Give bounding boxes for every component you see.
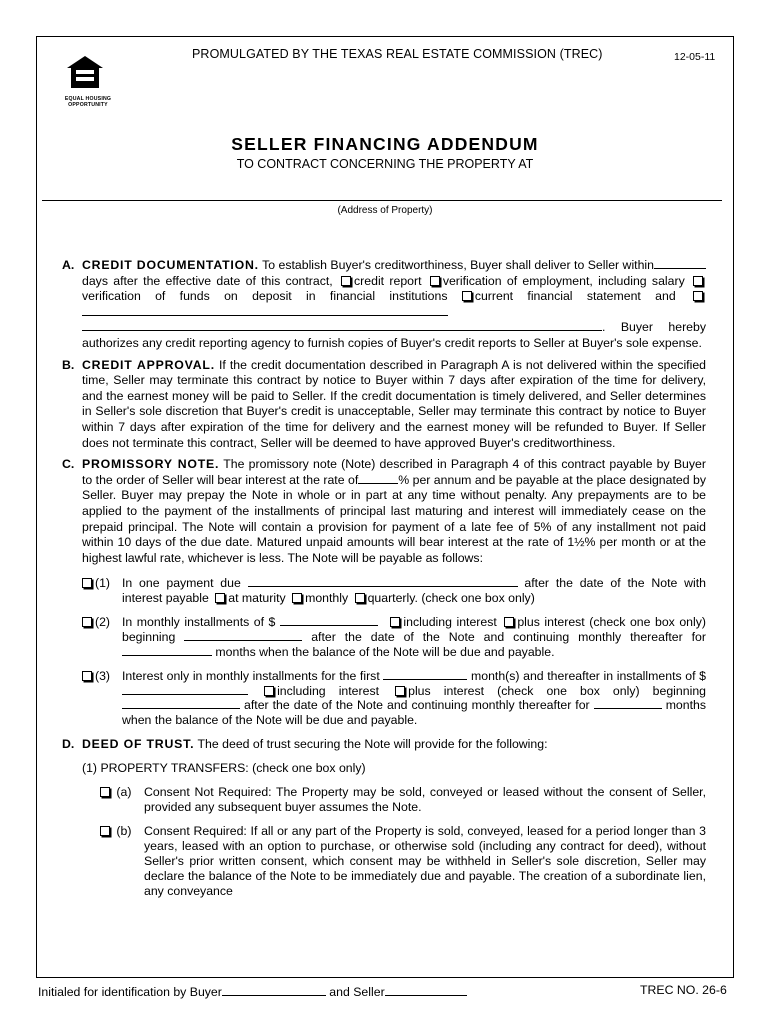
option-3-checkbox[interactable] <box>82 671 92 681</box>
consent-required <box>58 824 706 899</box>
credit-report-checkbox[interactable] <box>341 276 351 286</box>
section-a-text-1: To establish Buyer's creditworthiness, Buyer shall deliver to Seller within <box>262 258 654 272</box>
option-3-text-5: after the date of the Note and continuing monthly thereafter for <box>244 698 590 713</box>
option-1-text-3: at maturity <box>228 590 286 605</box>
option-1-text-2: after the date of the Note with interest payable <box>122 576 706 605</box>
option-1-marker <box>82 576 110 591</box>
funds-checkbox[interactable] <box>693 276 703 286</box>
page-subtitle: TO CONTRACT CONCERNING THE PROPERTY AT <box>236 157 534 171</box>
option-1-checkbox[interactable] <box>82 578 92 588</box>
logo-caption-1: EQUAL HOUSING <box>64 96 112 102</box>
section-a <box>58 258 706 352</box>
buyer-initials-field[interactable] <box>222 985 326 996</box>
consent-not-required <box>58 785 706 815</box>
days-field[interactable] <box>654 258 706 269</box>
consent-required-checkbox[interactable] <box>100 826 110 836</box>
section-a-text-6: current financial statement and <box>474 289 676 304</box>
option-2-checkbox[interactable] <box>82 617 92 627</box>
consent-b-marker <box>100 824 131 839</box>
beginning-field[interactable] <box>184 630 302 641</box>
logo-caption-2: OPPORTUNITY <box>68 102 108 108</box>
payment-due-field[interactable] <box>248 576 518 587</box>
employment-checkbox[interactable] <box>430 276 440 286</box>
section-a-heading: CREDIT DOCUMENTATION. <box>82 258 259 272</box>
option-1-text-1: In one payment due <box>122 576 241 591</box>
section-a-text-7: . Buyer hereby authorizes any credit reporting agency to furnish copies of Buyer's credit reports to Seller at Buyer's sole expense. <box>82 320 706 350</box>
consent-b-text: Consent Required: If all or any part of the Property is sold, conveyed, leased for a period longer than 3 years, leased with an option to purchase, or otherwise sold (including any contract for deed), without Seller's prior written consent, which consent may be withheld in Seller's sole discretion, Seller may declare the balance of the Note to be immediately due and payable. The creation of a subordinate lien, any conveyance <box>144 824 706 899</box>
equal-housing-logo <box>66 55 112 108</box>
section-c-text-1: The promissory note (Note) described in Paragraph 4 of this contract payable by Buyer to the order of Seller will bear interest at the rate of <box>82 457 706 487</box>
option-3-months-field[interactable] <box>594 698 662 709</box>
title-text: SELLER FINANCING ADDENDUM <box>231 134 539 154</box>
initialed-label: Initialed for identification by Buyer <box>38 985 222 999</box>
consent-b-label: (b) <box>116 824 132 839</box>
payment-option-2 <box>58 615 706 659</box>
option-2-text-1: In monthly installments of $ <box>122 615 276 630</box>
trec-number: TREC NO. 26-6 <box>640 983 727 997</box>
section-b <box>58 358 706 452</box>
page-title <box>0 134 770 155</box>
section-a-text-4: verification of employment, including salary <box>442 273 685 288</box>
plus-interest-checkbox[interactable] <box>504 617 514 627</box>
other-doc-field-2[interactable] <box>82 320 602 331</box>
option-3-beginning-field[interactable] <box>122 698 240 709</box>
at-maturity-checkbox[interactable] <box>215 593 225 603</box>
option-3-num: (3) <box>95 669 111 684</box>
option-3-plus-checkbox[interactable] <box>395 686 405 696</box>
section-b-label: B. <box>62 357 75 372</box>
section-a-text-3: credit report <box>354 273 422 288</box>
first-months-field[interactable] <box>383 669 467 680</box>
option-2-marker <box>82 615 110 630</box>
section-a-text-5: verification of funds on deposit in financial institutions <box>82 289 448 304</box>
option-3-text-6: months when the balance of the Note will be due and payable. <box>122 698 707 728</box>
initials-footer <box>38 985 467 999</box>
address-caption: (Address of Property) <box>337 205 433 216</box>
section-c-label: C. <box>62 457 75 472</box>
monthly-checkbox[interactable] <box>292 593 302 603</box>
consent-a-label: (a) <box>116 785 132 800</box>
option-3-marker <box>82 669 110 684</box>
and-seller-label: and Seller <box>329 985 385 999</box>
payment-option-1 <box>58 576 706 605</box>
section-a-label: A. <box>62 258 75 272</box>
quarterly-checkbox[interactable] <box>355 593 365 603</box>
financial-statement-checkbox[interactable] <box>462 291 472 301</box>
consent-a-marker <box>100 785 131 800</box>
option-3-text-1: Interest only in monthly installments for the first <box>122 669 380 684</box>
option-1-text-5: quarterly. (check one box only) <box>367 590 535 605</box>
section-c <box>58 457 706 566</box>
interest-rate-field[interactable] <box>358 473 398 484</box>
section-c-text-2: % per annum and be payable at the place designated by Seller. Buyer may prepay the Note in whole or in part at any time without penalty. Any prepayments are to be applied to the payment of the installments of principal last maturing and interest will immediately cease on the prepaid principal. The Note will contain a provision for payment of a late fee of 5% of any installment not paid within 10 days of the due date. Matured unpaid amounts will bear interest at the rate of 1½% per month or at the highest lawful rate, whichever is less. The Note will be payable as follows: <box>82 472 706 565</box>
option-2-text-3: plus interest (check one box only) beginning <box>122 615 706 645</box>
section-d-text: The deed of trust securing the Note will provide for the following: <box>197 736 548 751</box>
section-d-heading: DEED OF TRUST. <box>82 736 195 751</box>
section-a-text-2: days after the effective date of this contract, <box>82 273 333 288</box>
option-2-text-4: after the date of the Note and continuing monthly thereafter for <box>311 630 706 645</box>
option-2-text-2: including interest <box>403 615 497 630</box>
other-doc-checkbox[interactable] <box>693 291 703 301</box>
promulgated-header: PROMULGATED BY THE TEXAS REAL ESTATE COMMISSION (TREC) <box>192 47 603 61</box>
payment-option-3 <box>58 669 706 727</box>
option-3-text-4: plus interest (check one box only) beginning <box>408 683 707 698</box>
addendum-body <box>58 258 706 899</box>
address-field[interactable] <box>42 200 722 201</box>
other-doc-field[interactable] <box>82 305 448 316</box>
option-3-text-3: including interest <box>277 683 380 698</box>
property-transfers-heading: (1) PROPERTY TRANSFERS: (check one box only) <box>82 761 366 776</box>
option-1-num: (1) <box>95 576 111 591</box>
section-d-label: D. <box>62 736 75 751</box>
option-3-including-checkbox[interactable] <box>264 686 274 696</box>
form-date: 12-05-11 <box>674 51 716 63</box>
option-1-text-4: monthly <box>305 590 349 605</box>
installment-amount-field[interactable] <box>280 615 378 626</box>
section-d <box>58 737 706 753</box>
equal-housing-icon <box>66 55 104 91</box>
consent-not-required-checkbox[interactable] <box>100 787 110 797</box>
seller-initials-field[interactable] <box>385 985 467 996</box>
installments-amount-field[interactable] <box>122 684 248 695</box>
option-2-text-5: months when the balance of the Note will be due and payable. <box>215 644 555 659</box>
section-c-heading: PROMISSORY NOTE. <box>82 457 220 472</box>
section-b-text: If the credit documentation described in Paragraph A is not delivered within the specified time, Seller may terminate this contract by notice to Buyer within 7 days after expiration of the time for delivery, and the earnest money will be paid to Seller. If the credit documentation is timely delivered, and Seller determines in Seller's sole discretion that Buyer's credit is unacceptable, Seller may terminate this contract by notice to Buyer within 7 days after expiration of the time for delivery and the earnest money will be refunded to Buyer. If Seller does not terminate this contract, Seller will be deemed to have approved Buyer's creditworthiness. <box>82 357 707 450</box>
option-3-text-2: month(s) and thereafter in installments of $ <box>470 669 706 684</box>
months-field[interactable] <box>122 645 212 656</box>
section-b-heading: CREDIT APPROVAL. <box>82 357 215 372</box>
including-interest-checkbox[interactable] <box>390 617 400 627</box>
consent-a-text: Consent Not Required: The Property may be sold, conveyed or leased without the consent of Seller, provided any subsequent buyer assumes the Note. <box>144 785 706 815</box>
option-2-num: (2) <box>95 615 111 630</box>
